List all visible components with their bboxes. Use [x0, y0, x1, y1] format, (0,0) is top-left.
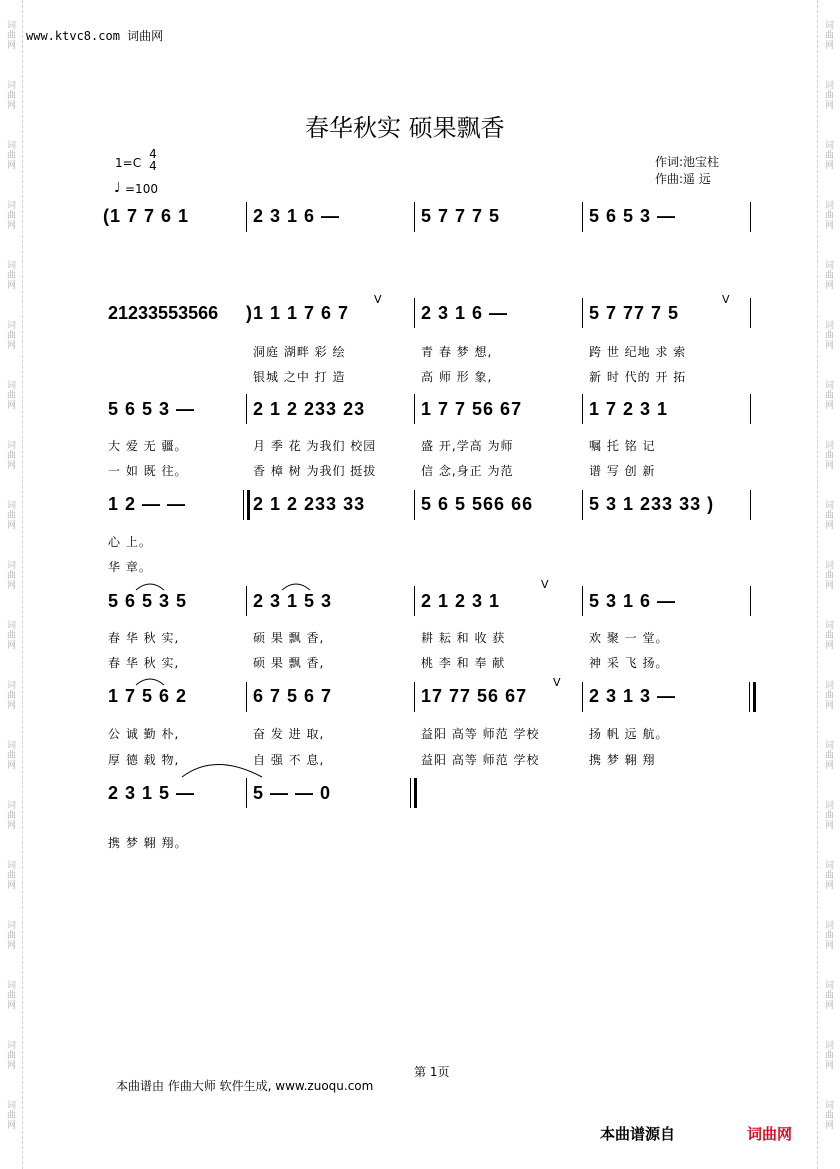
row2-measure2: )1 1 1 7 6 7	[246, 303, 350, 323]
watermark-text: 词曲网	[5, 200, 15, 230]
watermark-text: 词曲网	[823, 260, 833, 290]
lyric-line: 大 爱 无 疆。	[108, 439, 188, 453]
row4-measure4: 5 3 1 233 33 )	[589, 494, 715, 514]
watermark-text: 词曲网	[823, 380, 833, 410]
lyric-line: 一 如 既 往。	[108, 464, 188, 478]
lyric-line: 耕 耘 和 收 获	[421, 631, 506, 645]
row6-measure4: 2 3 1 3 —	[589, 686, 677, 706]
lyric-line: 益阳 高等 师范 学校	[421, 753, 540, 767]
row1-measure3: 5 7 7 7 5	[421, 206, 501, 226]
lyric-line: 携 梦 翱 翔	[589, 753, 656, 767]
lyric-line: 心 上。	[108, 535, 152, 549]
row2-measure1: 21233553566	[108, 303, 219, 323]
row4-measure1: 1 2 — —	[108, 494, 187, 514]
watermark-text: 词曲网	[5, 1040, 15, 1070]
row1-measure1: (1 7 7 6 1	[103, 206, 190, 226]
row4-measure2: 2 1 2 233 33	[253, 494, 366, 514]
row1-measure2: 2 3 1 6 —	[253, 206, 341, 226]
row3-measure3: 1 7 7 56 67	[421, 399, 523, 419]
lyric-line: 欢 聚 一 堂。	[589, 631, 669, 645]
lyric-line: 香 樟 树 为我们 挺拔	[253, 464, 377, 478]
lyric-line: 硕 果 飘 香,	[253, 656, 325, 670]
lyric-line: 谱 写 创 新	[589, 464, 656, 478]
slur	[136, 679, 164, 685]
lyric-line: 春 华 秋 实,	[108, 656, 180, 670]
time-top: 4	[149, 147, 157, 161]
watermark-text: 词曲网	[823, 800, 833, 830]
slur	[136, 584, 164, 590]
lyric-line: 春 华 秋 实,	[108, 631, 180, 645]
watermark-text: 词曲网	[5, 380, 15, 410]
lyric-line: 扬 帆 远 航。	[589, 727, 669, 741]
watermark-text: 词曲网	[5, 680, 15, 710]
watermark-text: 词曲网	[5, 740, 15, 770]
lyric-line: 月 季 花 为我们 校园	[253, 439, 377, 453]
quarter-note-icon: ♩	[114, 180, 121, 196]
watermark-text: 词曲网	[5, 620, 15, 650]
watermark-text: 词曲网	[5, 920, 15, 950]
watermark-text: 词曲网	[823, 440, 833, 470]
row3-measure1: 5 6 5 3 —	[108, 399, 196, 419]
lyric-line: 新 时 代的 开 拓	[589, 370, 687, 384]
lyric-line: 携 梦 翱 翔。	[108, 836, 188, 850]
composer: 作曲:遥 远	[655, 172, 711, 186]
lyric-line: 信 念,身正 为范	[421, 464, 514, 478]
row3-measure2: 2 1 2 233 23	[253, 399, 366, 419]
row5-measure3: 2 1 2 3 1	[421, 591, 501, 611]
lyric-line: 嘱 托 铭 记	[589, 439, 656, 453]
lyric-line: 厚 德 载 物,	[108, 753, 180, 767]
lyric-line: 华 章。	[108, 560, 152, 574]
lyric-line: 青 春 梦 想,	[421, 345, 493, 359]
watermark-text: 词曲网	[823, 560, 833, 590]
watermark-text: 词曲网	[5, 500, 15, 530]
watermark-text: 词曲网	[5, 140, 15, 170]
watermark-text: 词曲网	[823, 200, 833, 230]
lyric-line: 洞庭 湖畔 彩 绘	[253, 345, 346, 359]
row5-measure4: 5 3 1 6 —	[589, 591, 677, 611]
lyric-line: 银城 之中 打 造	[253, 370, 346, 384]
time-bottom: 4	[149, 159, 157, 173]
row4-measure3: 5 6 5 566 66	[421, 494, 534, 514]
watermark-text: 词曲网	[5, 560, 15, 590]
watermark-text: 词曲网	[5, 1100, 15, 1130]
watermark-text: 词曲网	[5, 320, 15, 350]
watermark-text: 词曲网	[823, 920, 833, 950]
lyric-line: 神 采 飞 扬。	[589, 656, 669, 670]
watermark-text: 词曲网	[823, 500, 833, 530]
watermark-text: 词曲网	[823, 140, 833, 170]
key-signature: 1=C	[115, 156, 142, 170]
watermark-text: 词曲网	[823, 320, 833, 350]
lyric-line: 高 师 形 象,	[421, 370, 493, 384]
site-link[interactable]: www.ktvc8.com 词曲网	[26, 29, 164, 43]
row7-measure2: 5 — — 0	[253, 783, 332, 803]
row5-measure1: 5 6 5 3 5	[108, 591, 188, 611]
watermark-text: 词曲网	[5, 260, 15, 290]
watermark-text: 词曲网	[823, 620, 833, 650]
lyric-line: 桃 李 和 奉 献	[421, 656, 506, 670]
watermark-text: 词曲网	[5, 80, 15, 110]
breath-mark: V	[553, 676, 561, 689]
lyric-line: 益阳 高等 师范 学校	[421, 727, 540, 741]
breath-mark: V	[541, 578, 549, 591]
row1-measure4: 5 6 5 3 —	[589, 206, 677, 226]
slur	[282, 584, 310, 590]
tempo: =100	[125, 182, 158, 196]
lyric-line: 硕 果 飘 香,	[253, 631, 325, 645]
row6-measure1: 1 7 5 6 2	[108, 686, 188, 706]
row2-measure3: 2 3 1 6 —	[421, 303, 509, 323]
lyric-line: 奋 发 进 取,	[253, 727, 325, 741]
watermark-text: 词曲网	[823, 980, 833, 1010]
watermark-text: 词曲网	[5, 980, 15, 1010]
row6-measure3: 17 77 56 67	[421, 686, 528, 706]
row6-measure2: 6 7 5 6 7	[253, 686, 333, 706]
source-label: 本曲谱源自	[600, 1125, 676, 1143]
row3-measure4: 1 7 2 3 1	[589, 399, 669, 419]
lyricist: 作词:池宝柱	[655, 155, 720, 169]
watermark-text: 词曲网	[823, 20, 833, 50]
lyric-line: 盛 开,学高 为师	[421, 439, 514, 453]
watermark-text: 词曲网	[5, 860, 15, 890]
breath-mark: V	[374, 293, 382, 306]
watermark-text: 词曲网	[823, 680, 833, 710]
software-credit: 本曲谱由 作曲大师 软件生成, www.zuoqu.com	[116, 1079, 374, 1093]
lyric-line: 跨 世 纪地 求 索	[589, 345, 687, 359]
row7-measure1: 2 3 1 5 —	[108, 783, 196, 803]
watermark-text: 词曲网	[5, 20, 15, 50]
watermark-text: 词曲网	[5, 800, 15, 830]
song-title: 春华秋实 硕果飘香	[305, 114, 505, 142]
page-number: 第 1页	[414, 1065, 450, 1079]
watermark-text: 词曲网	[823, 80, 833, 110]
row5-measure2: 2 3 1 5 3	[253, 591, 333, 611]
watermark-text: 词曲网	[823, 860, 833, 890]
slur	[182, 765, 262, 778]
brand-link[interactable]: 词曲网	[747, 1125, 793, 1143]
lyric-line: 公 诚 勤 朴,	[108, 727, 180, 741]
lyric-line: 自 强 不 息,	[253, 753, 325, 767]
watermark-text: 词曲网	[823, 740, 833, 770]
watermark-text: 词曲网	[823, 1040, 833, 1070]
watermark-text: 词曲网	[823, 1100, 833, 1130]
breath-mark: V	[722, 293, 730, 306]
watermark-text: 词曲网	[5, 440, 15, 470]
row2-measure4: 5 7 77 7 5	[589, 303, 680, 323]
